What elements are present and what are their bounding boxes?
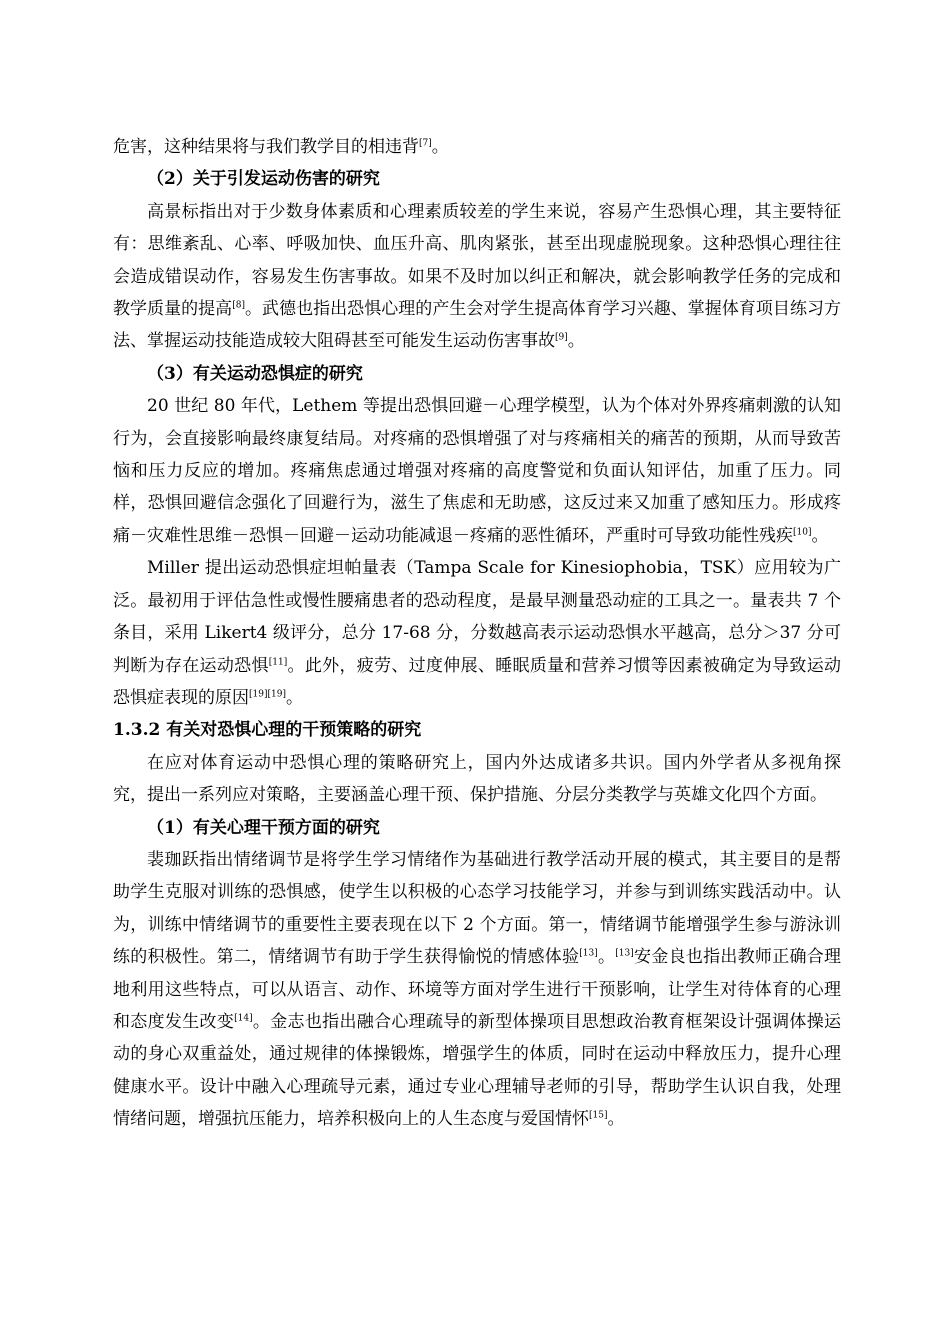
paragraph: Miller 提出运动恐惧症坦帕量表（Tampa Scale for Kinesiophobia，TSK）应用较为广泛。最初用于评估急性或慢性腰痛患者的恐动程度，是最早测量恐动症的工具之一。量表共 7 个条目，采用 Likert4 级评分，总分 17-68 分，分数越高表示运动恐惧水平越高，总分＞37 分可判断为存在运动恐惧[11]。此外，疲劳、过度伸展、睡眠质量和营养习惯等因素被确定为导致运动恐惧症表现的原因[19][19]。: [113, 558, 842, 708]
subsection-heading: （2）关于引发运动伤害的研究: [147, 169, 380, 190]
citation: [15]: [589, 1110, 608, 1121]
citation: [13]: [615, 948, 634, 959]
paragraph: 20 世纪 80 年代，Lethem 等提出恐惧回避－心理学模型，认为个体对外界疼痛刺激的认知行为，会直接影响最终康复结局。对疼痛的恐惧增强了对与疼痛相关的痛苦的预期，从而导致苦恼和压力反应的增加。疼痛焦虑通过增强对疼痛的高度警觉和负面认知评估，加重了压力。同样，恐惧回避信念强化了回避行为，滋生了焦虑和无助感，这反过来又加重了感知压力。形成疼痛－灾难性思维－恐惧－回避－运动功能减退－疼痛的恶性循环，严重时可导致功能性残疾[10]。: [113, 396, 841, 546]
section-heading: 1.3.2 有关对恐惧心理的干预策略的研究: [113, 720, 422, 741]
subsection-heading: （3）有关运动恐惧症的研究: [147, 363, 363, 384]
citation: [14]: [234, 1013, 253, 1024]
citation: [13]: [579, 948, 598, 959]
citation: [11]: [268, 656, 288, 667]
citation: [19][19]: [249, 689, 286, 700]
citation: [10]: [793, 527, 812, 538]
subsection-heading: （1）有关心理干预方面的研究: [147, 817, 380, 838]
citation: [8]: [232, 300, 245, 311]
citation: [9]: [555, 332, 568, 343]
paragraph: 在应对体育运动中恐惧心理的策略研究上，国内外达成诸多共识。国内外学者从多视角探究，提出一系列应对策略，主要涵盖心理干预、保护措施、分层分类教学与英雄文化四个方面。: [113, 752, 841, 806]
paragraph: 危害，这种结果将与我们教学目的相违背[7]。: [113, 137, 449, 157]
citation: [7]: [419, 138, 432, 149]
paragraph: 裴珈跃指出情绪调节是将学生学习情绪作为基础进行教学活动开展的模式，其主要目的是帮助学生克服对训练的恐惧感，使学生以积极的心态学习技能学习，并参与到训练实践活动中。认为，训练中情绪调节的重要性主要表现在以下 2 个方面。第一，情绪调节能增强学生参与游泳训练的积极性。第二，情绪调节有助于学生获得愉悦的情感体验[13]。[13]安金良也指出教师正确合理地利用这些特点，可以从语言、动作、环境等方面对学生进行干预影响，让学生对待体育的心理和态度发生改变[14]。金志也指出融合心理疏导的新型体操项目思想政治教育框架设计强调体操运动的身心双重益处，通过规律的体操锻炼，增强学生的体质，同时在运动中释放压力，提升心理健康水平。设计中融入心理疏导元素，通过专业心理辅导老师的引导，帮助学生认识自我，处理情绪问题，增强抗压能力，培养积极向上的人生态度与爱国情怀[15]。: [113, 849, 842, 1130]
paragraph: 高景标指出对于少数身体素质和心理素质较差的学生来说，容易产生恐惧心理，其主要特征有：思维紊乱、心率、呼吸加快、血压升高、肌肉紧张，甚至出现虚脱现象。这种恐惧心理往往会造成错误动作，容易发生伤害事故。如果不及时加以纠正和解决，就会影响教学任务的完成和教学质量的提高[8]。武德也指出恐惧心理的产生会对学生提高体育学习兴趣、掌握体育项目练习方法、掌握运动技能造成较大阻碍甚至可能发生运动伤害事故[9]。: [113, 201, 842, 352]
document-body: [113, 131, 841, 1136]
